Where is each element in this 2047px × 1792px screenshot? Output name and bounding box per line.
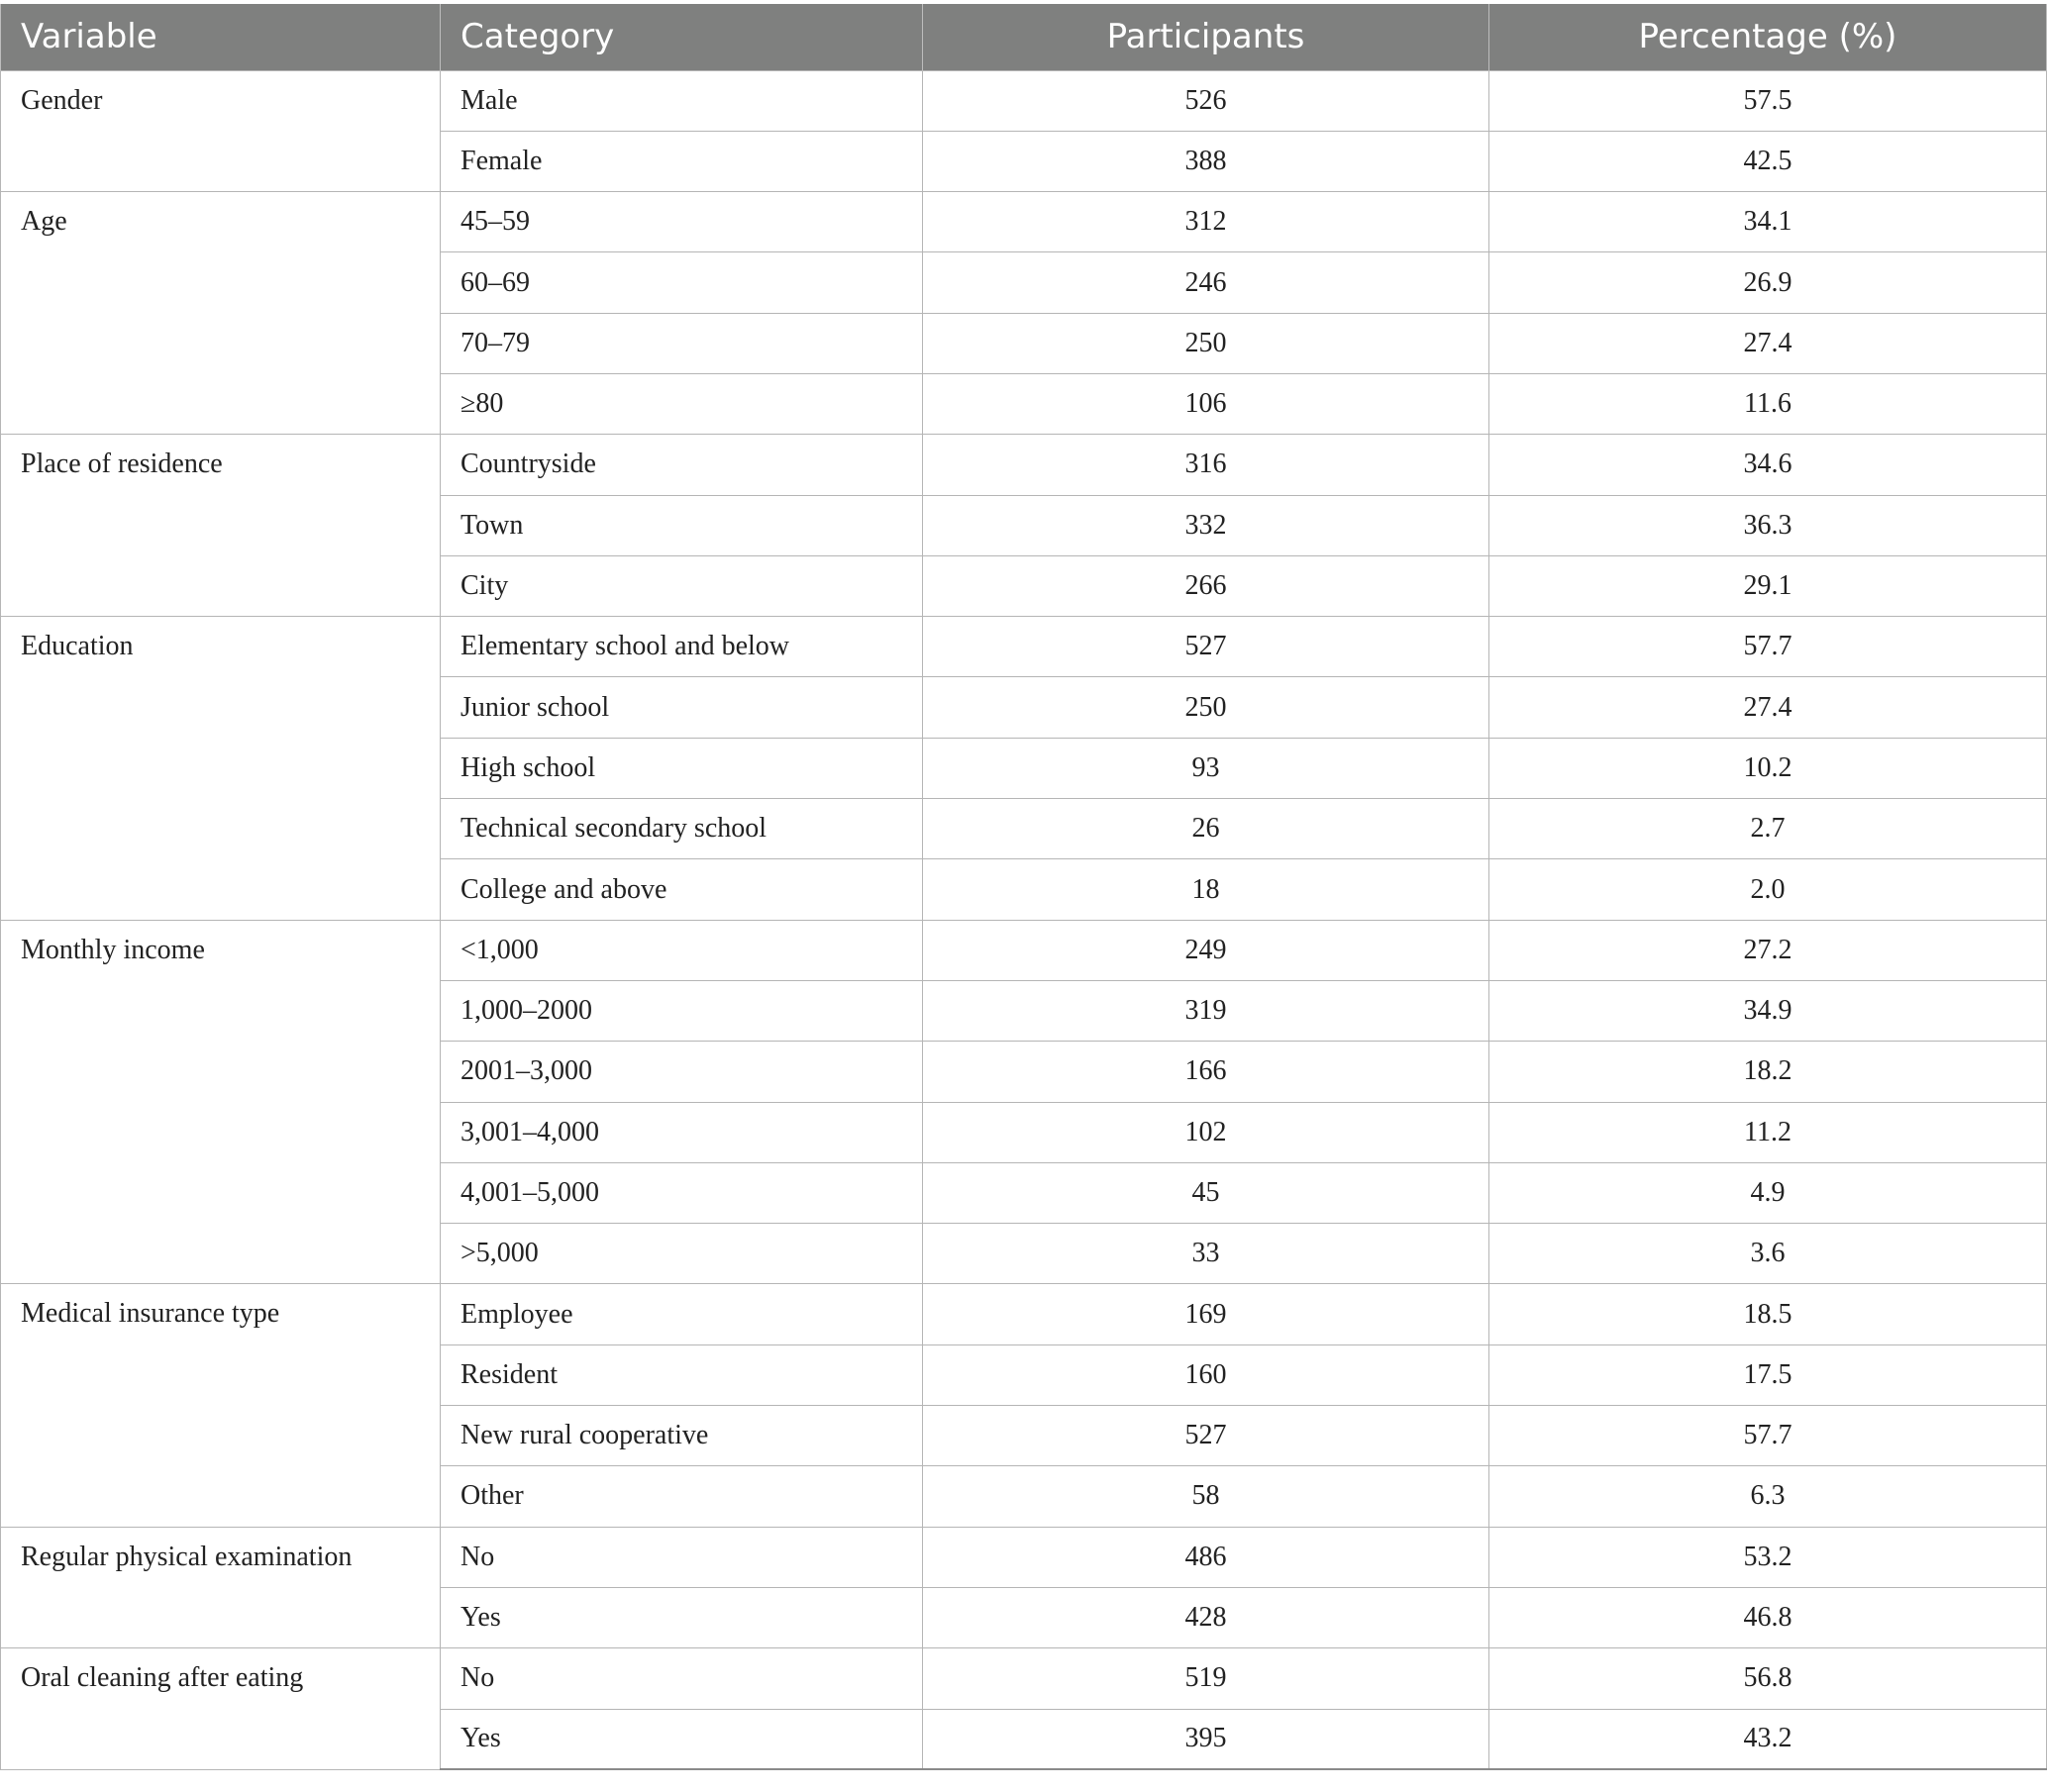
header-percentage: Percentage (%) (1489, 4, 2047, 70)
table-row (1, 70, 2047, 131)
category-cell: ≥80 (441, 373, 923, 434)
category-cell: New rural cooperative (441, 1406, 923, 1466)
table-row (1, 617, 2047, 677)
category-cell: Elementary school and below (441, 617, 923, 677)
participants-cell: 527 (923, 1406, 1489, 1466)
category-cell: 70–79 (441, 313, 923, 373)
category-cell: 1,000–2000 (441, 980, 923, 1041)
participants-cell: 93 (923, 738, 1489, 798)
participants-cell: 166 (923, 1042, 1489, 1102)
participants-cell: 58 (923, 1466, 1489, 1527)
category-cell: 2001–3,000 (441, 1042, 923, 1102)
category-cell: Countryside (441, 435, 923, 495)
percentage-cell: 27.4 (1489, 677, 2047, 738)
variable-cell: Regular physical examination (1, 1527, 441, 1648)
category-cell: Town (441, 495, 923, 555)
percentage-cell: 2.0 (1489, 859, 2047, 920)
variable-cell: Gender (1, 70, 441, 192)
table-header (1, 4, 2047, 70)
percentage-cell: 57.5 (1489, 70, 2047, 131)
percentage-cell: 10.2 (1489, 738, 2047, 798)
percentage-cell: 18.5 (1489, 1284, 2047, 1344)
percentage-cell: 34.9 (1489, 980, 2047, 1041)
category-cell: 3,001–4,000 (441, 1102, 923, 1162)
percentage-cell: 34.6 (1489, 435, 2047, 495)
percentage-cell: 3.6 (1489, 1224, 2047, 1284)
category-cell: Resident (441, 1344, 923, 1405)
category-cell: High school (441, 738, 923, 798)
category-cell: Male (441, 70, 923, 131)
percentage-cell: 36.3 (1489, 495, 2047, 555)
participants-cell: 45 (923, 1162, 1489, 1223)
participants-cell: 249 (923, 920, 1489, 980)
header-participants: Participants (923, 4, 1489, 70)
participants-cell: 395 (923, 1709, 1489, 1769)
participants-cell: 250 (923, 677, 1489, 738)
category-cell: Technical secondary school (441, 799, 923, 859)
header-row (1, 4, 2047, 70)
percentage-cell: 53.2 (1489, 1527, 2047, 1587)
participants-cell: 388 (923, 131, 1489, 191)
percentage-cell: 43.2 (1489, 1709, 2047, 1769)
participants-cell: 519 (923, 1648, 1489, 1709)
variable-cell: Place of residence (1, 435, 441, 617)
category-cell: No (441, 1527, 923, 1587)
category-cell: Employee (441, 1284, 923, 1344)
percentage-cell: 57.7 (1489, 617, 2047, 677)
table-row (1, 1284, 2047, 1344)
header-category: Category (441, 4, 923, 70)
participants-cell: 26 (923, 799, 1489, 859)
percentage-cell: 11.6 (1489, 373, 2047, 434)
category-cell: No (441, 1648, 923, 1709)
variable-cell: Medical insurance type (1, 1284, 441, 1527)
table-row (1, 192, 2047, 252)
percentage-cell: 56.8 (1489, 1648, 2047, 1709)
percentage-cell: 27.2 (1489, 920, 2047, 980)
category-cell: City (441, 555, 923, 616)
variable-cell: Age (1, 192, 441, 435)
percentage-cell: 18.2 (1489, 1042, 2047, 1102)
table-row (1, 435, 2047, 495)
category-cell: >5,000 (441, 1224, 923, 1284)
percentage-cell: 2.7 (1489, 799, 2047, 859)
variable-cell: Oral cleaning after eating (1, 1648, 441, 1770)
header-variable: Variable (1, 4, 441, 70)
participants-cell: 527 (923, 617, 1489, 677)
table-row (1, 1527, 2047, 1587)
category-cell: 60–69 (441, 252, 923, 313)
category-cell: Junior school (441, 677, 923, 738)
percentage-cell: 11.2 (1489, 1102, 2047, 1162)
participants-cell: 160 (923, 1344, 1489, 1405)
participants-cell: 250 (923, 313, 1489, 373)
variable-cell: Education (1, 617, 441, 920)
percentage-cell: 34.1 (1489, 192, 2047, 252)
category-cell: <1,000 (441, 920, 923, 980)
percentage-cell: 26.9 (1489, 252, 2047, 313)
participants-cell: 106 (923, 373, 1489, 434)
category-cell: College and above (441, 859, 923, 920)
percentage-cell: 6.3 (1489, 1466, 2047, 1527)
participants-cell: 316 (923, 435, 1489, 495)
percentage-cell: 4.9 (1489, 1162, 2047, 1223)
percentage-cell: 27.4 (1489, 313, 2047, 373)
participants-cell: 33 (923, 1224, 1489, 1284)
percentage-cell: 42.5 (1489, 131, 2047, 191)
participants-cell: 246 (923, 252, 1489, 313)
category-cell: Yes (441, 1709, 923, 1769)
participants-cell: 526 (923, 70, 1489, 131)
category-cell: 45–59 (441, 192, 923, 252)
category-cell: Yes (441, 1587, 923, 1647)
percentage-cell: 57.7 (1489, 1406, 2047, 1466)
participants-cell: 319 (923, 980, 1489, 1041)
percentage-cell: 29.1 (1489, 555, 2047, 616)
category-cell: Other (441, 1466, 923, 1527)
participants-cell: 18 (923, 859, 1489, 920)
variable-cell: Monthly income (1, 920, 441, 1284)
participants-cell: 266 (923, 555, 1489, 616)
percentage-cell: 46.8 (1489, 1587, 2047, 1647)
participants-cell: 428 (923, 1587, 1489, 1647)
percentage-cell: 17.5 (1489, 1344, 2047, 1405)
table-row (1, 920, 2047, 980)
category-cell: 4,001–5,000 (441, 1162, 923, 1223)
demographics-table (0, 4, 2047, 1770)
participants-cell: 312 (923, 192, 1489, 252)
table-body (1, 70, 2047, 1769)
table-row (1, 1648, 2047, 1709)
participants-cell: 332 (923, 495, 1489, 555)
participants-cell: 169 (923, 1284, 1489, 1344)
participants-cell: 486 (923, 1527, 1489, 1587)
category-cell: Female (441, 131, 923, 191)
participants-cell: 102 (923, 1102, 1489, 1162)
